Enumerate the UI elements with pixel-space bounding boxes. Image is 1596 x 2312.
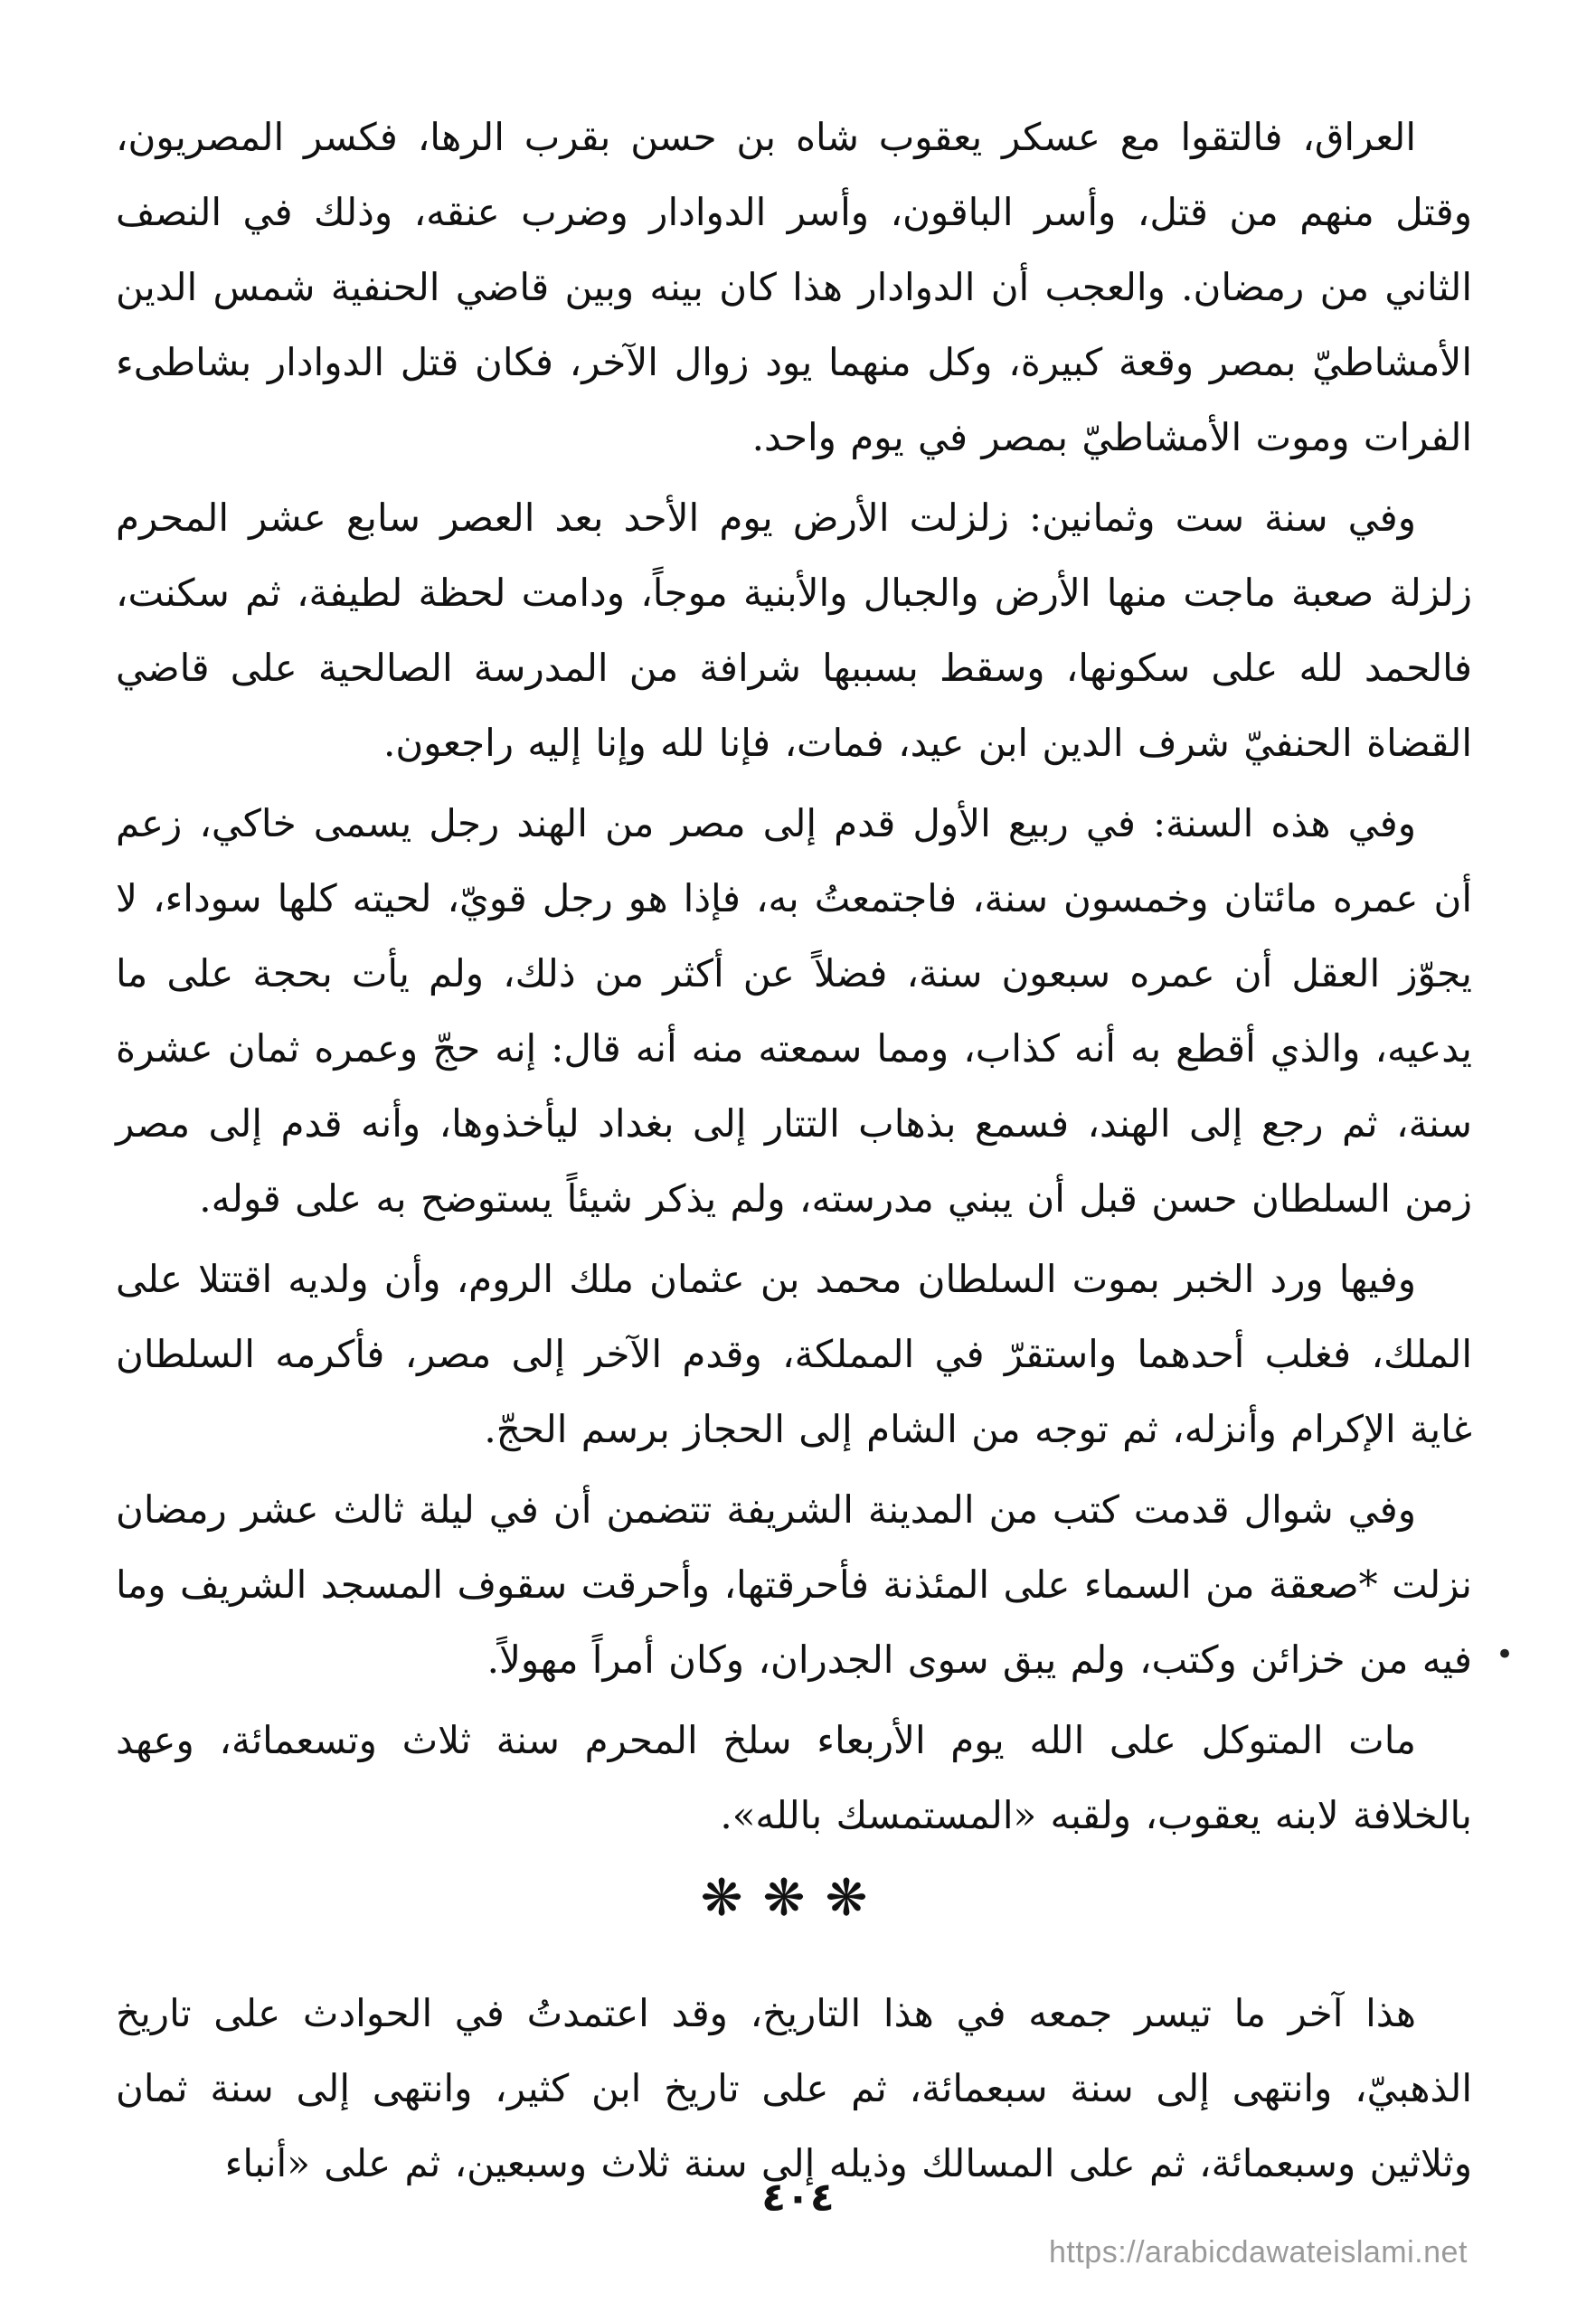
page-body	[116, 99, 1472, 2206]
margin-mark: •	[1496, 1637, 1515, 1673]
section-ornament: ❋❋❋	[700, 1869, 888, 1928]
paragraph-2: وفي سنة ست وثمانين: زلزلت الأرض يوم الأحد بعد العصر سابع عشر المحرم زلزلة صعبة ماجت منها الأرض والجبال والأبنية موجاً، ودامت لحظة لطيفة، ثم سكنت، فالحمد لله على سكونها، وسقط بسببها شرافة من المدرسة الصالحية على قاضي القضاة الحنفيّ شرف الدين ابن عيد، فمات، فإنا لله وإنا إليه راجعون.	[116, 495, 1472, 765]
paragraph-7: هذا آخر ما تيسر جمعه في هذا التاريخ، وقد اعتمدتُ في الحوادث على تاريخ الذهبيّ، وانتهى إلى سنة سبعمائة، ثم على تاريخ ابن كثير، وانتهى إلى سنة ثمان وثلاثين وسبعمائة، ثم على المسالك وذيله إلى سنة ثلاث وسبعين، ثم على «أنباء	[116, 1991, 1472, 2185]
paragraph-1: العراق، فالتقوا مع عسكر يعقوب شاه بن حسن بقرب الرها، فكسر المصريون، وقتل منهم من قتل، وأسر الباقون، وأسر الدوادار وضرب عنقه، وذلك في النصف الثاني من رمضان. والعجب أن الدوادار هذا كان بينه وبين قاضي الحنفية شمس الدين الأمشاطيّ بمصر وقعة كبيرة، وكل منهما يود زوال الآخر، فكان قتل الدوادار بشاطىء الفرات وموت الأمشاطيّ بمصر في يوم واحد.	[116, 115, 1472, 459]
watermark-url: https://arabicdawateislami.net	[1049, 2235, 1468, 2270]
page-number: ٤٠٤	[761, 2175, 835, 2221]
paragraph-5: وفي شوال قدمت كتب من المدينة الشريفة تتضمن أن في ليلة ثالث عشر رمضان نزلت *صعقة من السماء على المئذنة فأحرقتها، وأحرقت سقوف المسجد الشريف وما فيه من خزائن وكتب، ولم يبق سوى الجدران، وكان أمراً مهولاً.	[116, 1487, 1472, 1682]
paragraph-6: مات المتوكل على الله يوم الأربعاء سلخ المحرم سنة ثلاث وتسعمائة، وعهد بالخلافة لابنه يعقوب، ولقبه «المستمسك بالله».	[116, 1718, 1472, 1837]
paragraph-4: وفيها ورد الخبر بموت السلطان محمد بن عثمان ملك الروم، وأن ولديه اقتتلا على الملك، فغلب أحدهما واستقرّ في المملكة، وقدم الآخر إلى مصر، فأكرمه السلطان غاية الإكرام وأنزله، ثم توجه من الشام إلى الحجاز برسم الحجّ.	[116, 1257, 1472, 1451]
paragraph-3: وفي هذه السنة: في ربيع الأول قدم إلى مصر من الهند رجل يسمى خاكي، زعم أن عمره مائتان وخمسون سنة، فاجتمعتُ به، فإذا هو رجل قويّ، لحيته كلها سوداء، لا يجوّز العقل أن عمره سبعون سنة، فضلاً عن أكثر من ذلك، ولم يأت بحجة على ما يدعيه، والذي أقطع به أنه كذاب، ومما سمعته منه أنه قال: إنه حجّ وعمره ثمان عشرة سنة، ثم رجع إلى الهند، فسمع بذهاب التتار إلى بغداد ليأخذوها، وأنه قدم إلى مصر زمن السلطان حسن قبل أن يبني مدرسته، ولم يذكر شيئاً يستوضح به على قوله.	[116, 801, 1472, 1221]
